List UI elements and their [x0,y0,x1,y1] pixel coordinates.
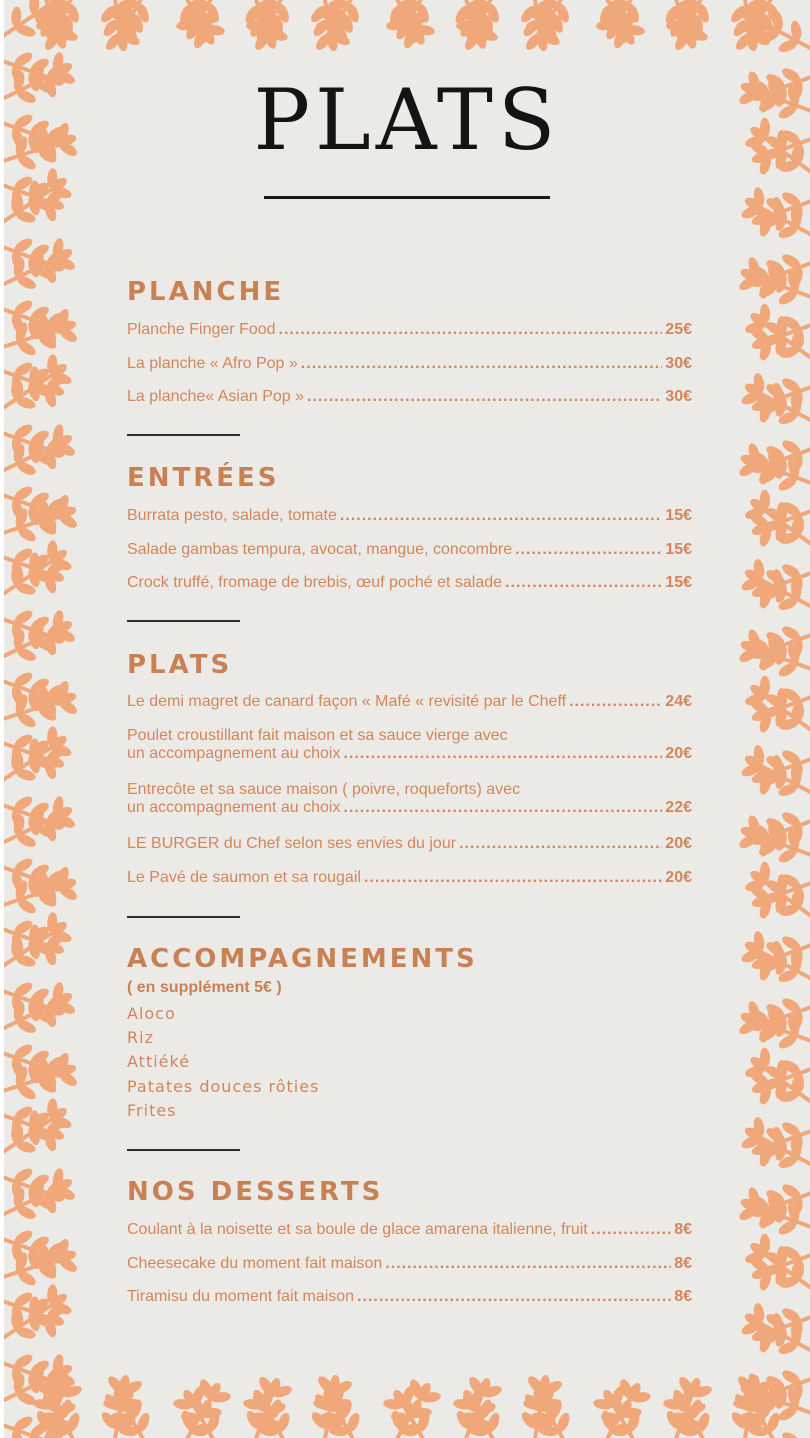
menu-item [127,727,692,764]
leader-dots [459,835,662,853]
menu-item-price: 24€ [665,693,692,710]
menu-item [127,574,692,592]
menu-item-name: Crock truffé, fromage de brebis, œuf poché et salade [127,574,503,591]
menu-item [127,507,692,525]
leader-dots [279,321,663,339]
menu-item-price: 8€ [674,1288,692,1305]
menu-item-name: Le demi magret de canard façon « Mafé « revisité par le Cheff [127,693,567,710]
menu-item-price: 30€ [665,355,692,372]
menu-item-name: LE BURGER du Chef selon ses envies du jour [127,835,457,852]
menu-item-name: Cheesecake du moment fait maison [127,1255,383,1272]
menu-item [127,781,692,818]
section-divider [127,434,240,436]
page-title: PLATS [253,71,561,169]
menu-item [127,835,692,853]
leader-dots [515,541,662,559]
menu-item-price: 20€ [665,745,692,763]
menu-item-price: 15€ [665,541,692,558]
leader-dots [357,1288,671,1306]
section-divider [127,620,240,622]
side-item: Attiéké [127,1052,191,1071]
menu-item [127,355,692,373]
menu-item-price: 8€ [674,1255,692,1272]
menu-item-price: 22€ [665,799,692,817]
menu-item-price: 15€ [665,574,692,591]
leader-dots [364,869,662,887]
menu-item-name: Tiramisu du moment fait maison [127,1288,355,1305]
menu-item-price: 30€ [665,388,692,405]
section-heading-entrees: ENTRÉES [127,463,280,493]
leader-dots [343,745,662,763]
menu-item-price: 15€ [665,507,692,524]
leader-dots [343,799,662,817]
menu-item-name: un accompagnement au choix [127,745,341,763]
leader-dots [385,1255,671,1273]
side-item: Riz [127,1028,154,1047]
supplement-note: ( en supplément 5€ ) [127,979,282,996]
menu-item-name: Burrata pesto, salade, tomate [127,507,337,524]
menu-item-name: Le Pavé de saumon et sa rougail [127,869,361,886]
menu-item-price: 20€ [665,835,692,852]
menu-item-price: 20€ [665,869,692,886]
leaf-icon [780,1430,802,1438]
menu-item [127,541,692,559]
section-divider [127,1149,240,1151]
leader-dots [591,1221,671,1239]
menu-item-name: Coulant à la noisette et sa boule de glace amarena italienne, fruit [127,1221,588,1238]
section-divider [127,916,240,918]
side-item: Patates douces rôties [127,1077,320,1096]
menu-item [127,388,692,406]
menu-item [127,1221,692,1239]
leader-dots [569,693,662,711]
menu-item [127,693,692,711]
title-underline [264,196,550,199]
menu-item-name: Salade gambas tempura, avocat, mangue, concombre [127,541,513,558]
leader-dots [307,388,662,406]
section-heading-accompagnements: ACCOMPAGNEMENTS [127,944,478,974]
menu-item [127,1288,692,1306]
menu-item-price: 8€ [674,1221,692,1238]
section-heading-desserts: NOS DESSERTS [127,1177,384,1207]
section-heading-plats: PLATS [127,650,233,680]
leader-dots [340,507,662,525]
menu-item [127,869,692,887]
menu-item-name: La planche « Afro Pop » [127,355,298,372]
menu-item-name: Planche Finger Food [127,321,276,338]
menu-page [4,0,810,1438]
menu-item [127,321,692,339]
menu-item [127,1255,692,1273]
side-item: Aloco [127,1004,176,1023]
menu-item-description: Entrecôte et sa sauce maison ( poivre, roqueforts) avec [127,781,521,798]
leader-dots [505,574,662,592]
menu-item-price: 25€ [665,321,692,338]
menu-item-name: La planche« Asian Pop » [127,388,305,405]
side-item: Frites [127,1101,177,1120]
menu-item-description: Poulet croustillant fait maison et sa sauce vierge avec [127,727,508,744]
menu-item-name: un accompagnement au choix [127,799,341,817]
leader-dots [301,355,663,373]
section-heading-planche: PLANCHE [127,277,285,307]
